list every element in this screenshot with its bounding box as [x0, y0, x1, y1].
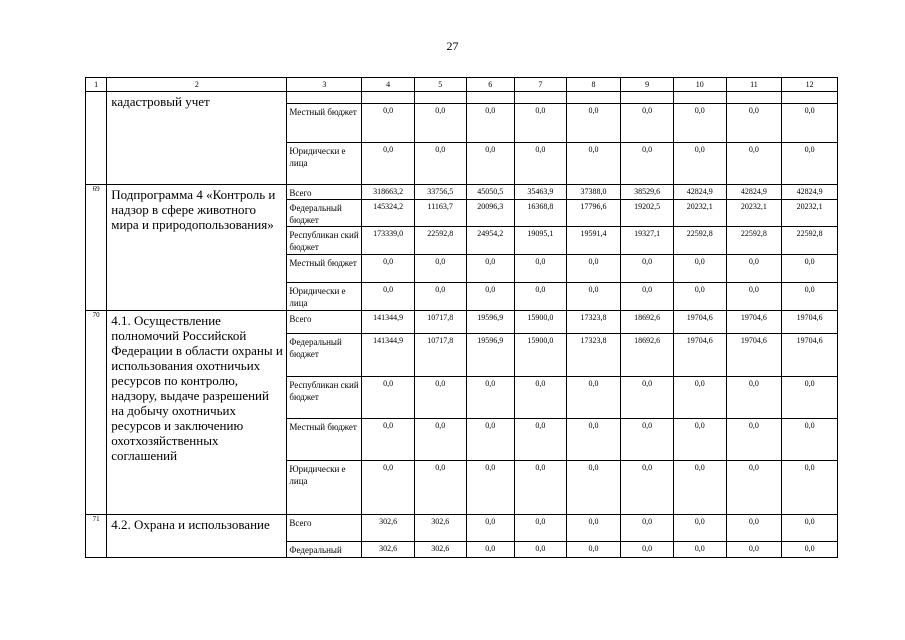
value-cell: 0,0 [515, 255, 567, 283]
value-cell: 20096,3 [466, 200, 515, 227]
value-cell: 0,0 [673, 104, 726, 143]
value-cell: 0,0 [566, 542, 621, 558]
value-cell: 0,0 [414, 255, 466, 283]
funding-source: Всего [287, 515, 362, 542]
value-cell: 0,0 [782, 419, 838, 461]
value-cell: 0,0 [726, 542, 782, 558]
value-cell: 0,0 [673, 542, 726, 558]
value-cell: 0,0 [726, 283, 782, 311]
value-cell: 19095,1 [515, 227, 567, 255]
value-cell: 0,0 [515, 377, 567, 419]
value-cell: 17796,6 [566, 200, 621, 227]
value-cell: 20232,1 [673, 200, 726, 227]
value-cell: 0,0 [362, 143, 415, 185]
column-header: 10 [673, 78, 726, 92]
value-cell: 22592,8 [726, 227, 782, 255]
value-cell: 0,0 [466, 255, 515, 283]
value-cell: 20232,1 [726, 200, 782, 227]
table-row [86, 185, 838, 200]
value-cell: 302,6 [362, 515, 415, 542]
value-cell: 16368,8 [515, 200, 567, 227]
value-cell: 42824,9 [782, 185, 838, 200]
column-header: 8 [566, 78, 621, 92]
column-header: 5 [414, 78, 466, 92]
value-cell: 302,6 [362, 542, 415, 558]
value-cell: 302,6 [414, 515, 466, 542]
value-cell: 0,0 [673, 283, 726, 311]
empty-cell [621, 92, 674, 104]
value-cell: 0,0 [362, 104, 415, 143]
funding-source: Федеральный бюджет [287, 334, 362, 377]
value-cell: 19704,6 [726, 334, 782, 377]
value-cell: 33756,5 [414, 185, 466, 200]
value-cell: 0,0 [466, 377, 515, 419]
program-name: Подпрограмма 4 «Контроль и надзор в сфере животного мира и природопользования» [107, 185, 287, 311]
value-cell: 19596,9 [466, 311, 515, 334]
value-cell: 24954,2 [466, 227, 515, 255]
column-header: 6 [466, 78, 515, 92]
program-name: 4.2. Охрана и использование [107, 515, 287, 558]
value-cell: 0,0 [466, 461, 515, 515]
funding-source: Местный бюджет [287, 419, 362, 461]
value-cell: 0,0 [515, 461, 567, 515]
value-cell: 19704,6 [673, 334, 726, 377]
value-cell: 0,0 [515, 419, 567, 461]
value-cell: 0,0 [673, 255, 726, 283]
value-cell: 0,0 [673, 419, 726, 461]
column-header: 4 [362, 78, 415, 92]
value-cell: 141344,9 [362, 334, 415, 377]
value-cell: 22592,8 [414, 227, 466, 255]
value-cell: 0,0 [466, 283, 515, 311]
value-cell: 0,0 [726, 515, 782, 542]
value-cell: 0,0 [515, 283, 567, 311]
program-name: кадастровый учет [107, 92, 287, 185]
value-cell: 0,0 [362, 255, 415, 283]
funding-source: Федеральный бюджет [287, 200, 362, 227]
value-cell: 0,0 [362, 377, 415, 419]
funding-source: Федеральный [287, 542, 362, 558]
value-cell: 19327,1 [621, 227, 674, 255]
value-cell: 0,0 [621, 419, 674, 461]
value-cell: 0,0 [673, 461, 726, 515]
value-cell: 45050,5 [466, 185, 515, 200]
value-cell: 0,0 [726, 255, 782, 283]
value-cell: 0,0 [566, 143, 621, 185]
value-cell: 20232,1 [782, 200, 838, 227]
value-cell: 0,0 [673, 143, 726, 185]
value-cell: 302,6 [414, 542, 466, 558]
value-cell: 37388,0 [566, 185, 621, 200]
value-cell: 0,0 [621, 515, 674, 542]
value-cell: 19591,4 [566, 227, 621, 255]
empty-cell [466, 92, 515, 104]
value-cell: 0,0 [782, 104, 838, 143]
value-cell: 173339,0 [362, 227, 415, 255]
value-cell: 0,0 [515, 104, 567, 143]
value-cell: 38529,6 [621, 185, 674, 200]
table-row [86, 92, 838, 104]
value-cell: 0,0 [566, 377, 621, 419]
value-cell: 0,0 [782, 542, 838, 558]
value-cell: 0,0 [515, 542, 567, 558]
value-cell: 0,0 [414, 143, 466, 185]
funding-source: Юридически е лица [287, 461, 362, 515]
value-cell: 0,0 [726, 143, 782, 185]
column-header: 3 [287, 78, 362, 92]
value-cell: 0,0 [621, 461, 674, 515]
value-cell: 35463,9 [515, 185, 567, 200]
column-header: 7 [515, 78, 567, 92]
value-cell: 0,0 [782, 461, 838, 515]
value-cell: 0,0 [566, 515, 621, 542]
value-cell: 0,0 [362, 419, 415, 461]
funding-source: Республикан ский бюджет [287, 227, 362, 255]
value-cell: 19202,5 [621, 200, 674, 227]
value-cell: 42824,9 [673, 185, 726, 200]
value-cell: 0,0 [673, 515, 726, 542]
empty-cell [287, 92, 362, 104]
empty-cell [566, 92, 621, 104]
column-header: 9 [621, 78, 674, 92]
value-cell: 0,0 [414, 419, 466, 461]
empty-cell [362, 92, 415, 104]
table-row [86, 311, 838, 334]
column-header: 1 [86, 78, 107, 92]
value-cell: 42824,9 [726, 185, 782, 200]
value-cell: 10717,8 [414, 334, 466, 377]
value-cell: 11163,7 [414, 200, 466, 227]
value-cell: 15900,0 [515, 334, 567, 377]
value-cell: 141344,9 [362, 311, 415, 334]
value-cell: 0,0 [466, 515, 515, 542]
value-cell: 0,0 [782, 283, 838, 311]
value-cell: 10717,8 [414, 311, 466, 334]
value-cell: 19704,6 [782, 334, 838, 377]
value-cell: 19704,6 [673, 311, 726, 334]
value-cell: 0,0 [566, 419, 621, 461]
value-cell: 19596,9 [466, 334, 515, 377]
value-cell: 0,0 [566, 255, 621, 283]
funding-source: Всего [287, 311, 362, 334]
row-number: 71 [86, 515, 107, 558]
value-cell: 0,0 [566, 283, 621, 311]
value-cell: 145324,2 [362, 200, 415, 227]
value-cell: 15900,0 [515, 311, 567, 334]
row-number [86, 92, 107, 185]
header-row [86, 78, 838, 92]
column-header: 2 [107, 78, 287, 92]
value-cell: 0,0 [621, 104, 674, 143]
value-cell: 22592,8 [782, 227, 838, 255]
value-cell: 0,0 [726, 377, 782, 419]
budget-table [85, 77, 838, 558]
value-cell: 19704,6 [726, 311, 782, 334]
funding-source: Всего [287, 185, 362, 200]
value-cell: 0,0 [726, 461, 782, 515]
table-row [86, 515, 838, 542]
empty-cell [673, 92, 726, 104]
value-cell: 0,0 [466, 419, 515, 461]
value-cell: 0,0 [566, 104, 621, 143]
value-cell: 0,0 [726, 104, 782, 143]
value-cell: 19704,6 [782, 311, 838, 334]
value-cell: 0,0 [726, 419, 782, 461]
value-cell: 17323,8 [566, 334, 621, 377]
column-header: 12 [782, 78, 838, 92]
funding-source: Юридически е лица [287, 283, 362, 311]
value-cell: 18692,6 [621, 311, 674, 334]
value-cell: 0,0 [621, 255, 674, 283]
page-number: 27 [446, 39, 459, 53]
value-cell: 0,0 [782, 255, 838, 283]
funding-source: Местный бюджет [287, 104, 362, 143]
funding-source: Юридически е лица [287, 143, 362, 185]
value-cell: 318663,2 [362, 185, 415, 200]
value-cell: 0,0 [621, 542, 674, 558]
value-cell: 0,0 [621, 377, 674, 419]
value-cell: 0,0 [782, 143, 838, 185]
value-cell: 0,0 [414, 377, 466, 419]
value-cell: 0,0 [466, 542, 515, 558]
value-cell: 0,0 [621, 143, 674, 185]
empty-cell [726, 92, 782, 104]
value-cell: 0,0 [466, 104, 515, 143]
value-cell: 0,0 [782, 377, 838, 419]
value-cell: 18692,6 [621, 334, 674, 377]
value-cell: 0,0 [362, 461, 415, 515]
value-cell: 0,0 [673, 377, 726, 419]
column-header: 11 [726, 78, 782, 92]
empty-cell [782, 92, 838, 104]
program-name: 4.1. Осуществление полномочий Российской Федерации в области охраны и использования охотничьих ресурсов по контролю, надзору, выдаче разрешений на добычу охотничьих ресурсов и заключению охотхозяйственных соглашений [107, 311, 287, 515]
value-cell: 0,0 [466, 143, 515, 185]
value-cell: 0,0 [414, 461, 466, 515]
value-cell: 0,0 [414, 283, 466, 311]
funding-source: Республикан ский бюджет [287, 377, 362, 419]
value-cell: 0,0 [782, 515, 838, 542]
empty-cell [515, 92, 567, 104]
value-cell: 22592,8 [673, 227, 726, 255]
value-cell: 0,0 [621, 283, 674, 311]
value-cell: 0,0 [515, 143, 567, 185]
value-cell: 0,0 [362, 283, 415, 311]
value-cell: 0,0 [515, 515, 567, 542]
value-cell: 17323,8 [566, 311, 621, 334]
funding-source: Местный бюджет [287, 255, 362, 283]
value-cell: 0,0 [566, 461, 621, 515]
row-number: 70 [86, 311, 107, 515]
row-number: 69 [86, 185, 107, 311]
empty-cell [414, 92, 466, 104]
value-cell: 0,0 [414, 104, 466, 143]
